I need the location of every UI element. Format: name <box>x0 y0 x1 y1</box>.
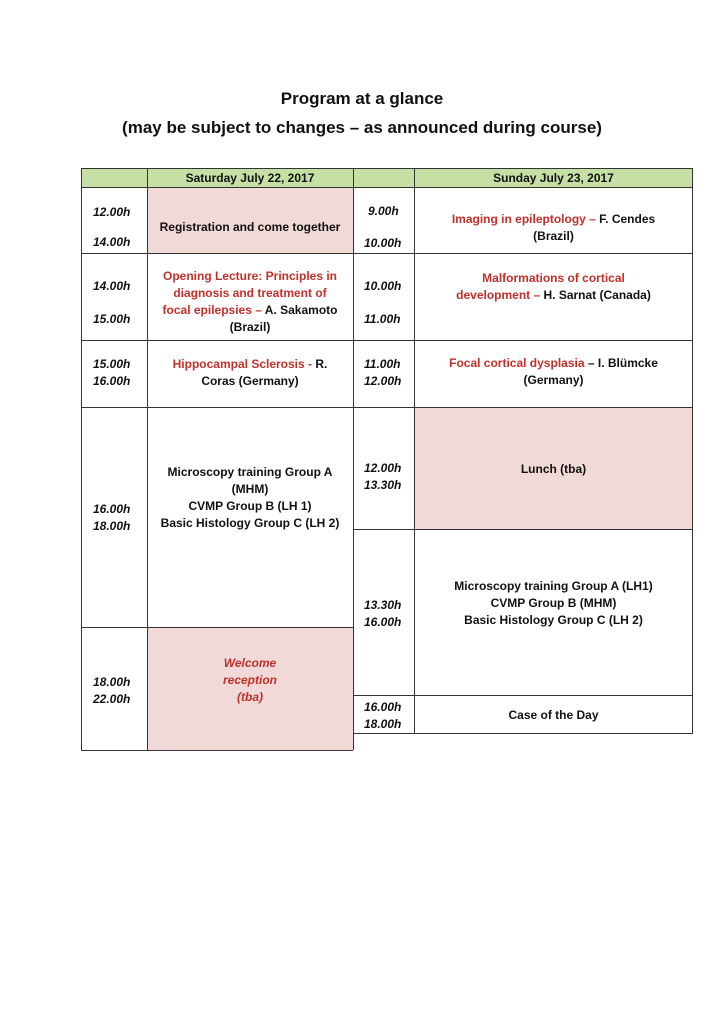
lecture-title: Hippocampal Sclerosis <box>172 357 305 371</box>
speaker-name: A. Sakamoto <box>264 303 338 317</box>
time-label: 18.00h <box>93 519 131 533</box>
registration-text: Registration and come together <box>159 220 341 234</box>
time-label: 11.00h <box>364 312 401 326</box>
table-line <box>353 695 693 696</box>
time-label: 10.00h <box>364 279 402 293</box>
time-label: 18.00h <box>364 717 402 731</box>
table-line <box>353 168 354 750</box>
table-line <box>81 168 693 169</box>
speaker-name: I. Blümcke <box>597 356 658 370</box>
case-of-the-day: Case of the Day <box>508 708 599 722</box>
opening-lecture <box>147 268 353 336</box>
session-line: Microscopy training Group A (LH1) <box>454 579 653 593</box>
lecture-title: Imaging in epileptology <box>451 212 586 226</box>
time-label: 14.00h <box>93 279 131 293</box>
speaker-name: R. <box>315 357 328 371</box>
table-line <box>692 168 693 733</box>
lecture-title-line: Malformations of cortical <box>482 271 625 285</box>
session-line: Welcome <box>223 656 277 670</box>
separator: – <box>251 303 265 317</box>
time-label: 14.00h <box>93 235 131 249</box>
table-line <box>353 529 693 530</box>
table-line <box>81 750 353 751</box>
lecture-title-line: development <box>456 288 531 302</box>
speaker-country: (Brazil) <box>533 229 574 243</box>
speaker-country: (Brazil) <box>229 320 271 334</box>
time-label: 18.00h <box>93 675 131 689</box>
lecture-title-line: diagnosis and treatment of <box>173 286 327 300</box>
table-line <box>81 407 693 408</box>
session-line: CVMP Group B (MHM) <box>490 596 617 610</box>
time-label: 9.00h <box>368 204 399 218</box>
time-label: 12.00h <box>364 374 402 388</box>
page-subtitle: (may be subject to changes – as announced during course) <box>122 118 602 137</box>
table-line <box>353 733 693 734</box>
imaging-lecture <box>414 211 693 245</box>
time-label: 12.00h <box>93 205 131 219</box>
microscopy-sunday <box>414 578 693 629</box>
time-label: 12.00h <box>364 461 402 475</box>
separator: – <box>584 356 598 370</box>
table-line <box>81 340 693 341</box>
session-line: Basic Histology Group C (LH 2) <box>464 613 643 627</box>
time-label: 16.00h <box>93 374 131 388</box>
time-label: 16.00h <box>364 700 402 714</box>
session-line: reception <box>222 673 277 687</box>
session-line: Basic Histology Group C (LH 2) <box>160 516 340 530</box>
page-title: Program at a glance <box>280 89 444 108</box>
time-label: 13.30h <box>364 478 402 492</box>
sunday-header: Sunday July 23, 2017 <box>493 171 614 185</box>
separator: – <box>585 212 600 226</box>
lecture-title-line: focal epilepsies <box>162 303 252 317</box>
speaker-name: Coras (Germany) <box>201 374 299 388</box>
time-label: 15.00h <box>93 357 131 371</box>
welcome-reception <box>147 655 353 706</box>
hippocampal-lecture <box>147 356 353 390</box>
table-line <box>81 187 693 188</box>
time-label: 22.00h <box>93 692 131 706</box>
session-line: (MHM) <box>231 482 269 496</box>
time-label: 16.00h <box>364 615 402 629</box>
malformations-lecture <box>414 270 693 304</box>
speaker-country: (Germany) <box>523 373 584 387</box>
time-label: 10.00h <box>364 236 402 250</box>
session-line: Microscopy training Group A <box>167 465 333 479</box>
table-line <box>81 168 82 750</box>
lecture-title-line: Opening Lecture: Principles in <box>162 269 338 283</box>
session-line: CVMP Group B (LH 1) <box>188 499 312 513</box>
time-label: 13.30h <box>364 598 402 612</box>
lecture-title: Focal cortical dysplasia <box>449 356 585 370</box>
time-label: 11.00h <box>364 357 401 371</box>
speaker-name: H. Sarnat (Canada) <box>543 288 651 302</box>
table-line <box>81 253 693 254</box>
time-label: 15.00h <box>93 312 131 326</box>
separator: – <box>530 288 544 302</box>
time-label: 16.00h <box>93 502 131 516</box>
separator: - <box>304 357 316 371</box>
saturday-header: Saturday July 22, 2017 <box>185 171 315 185</box>
table-line <box>81 627 353 628</box>
speaker-name: F. Cendes <box>599 212 656 226</box>
session-line: (tba) <box>237 690 263 704</box>
dysplasia-lecture <box>414 355 693 389</box>
microscopy-saturday <box>147 464 353 532</box>
lunch-text: Lunch (tba) <box>520 462 587 476</box>
